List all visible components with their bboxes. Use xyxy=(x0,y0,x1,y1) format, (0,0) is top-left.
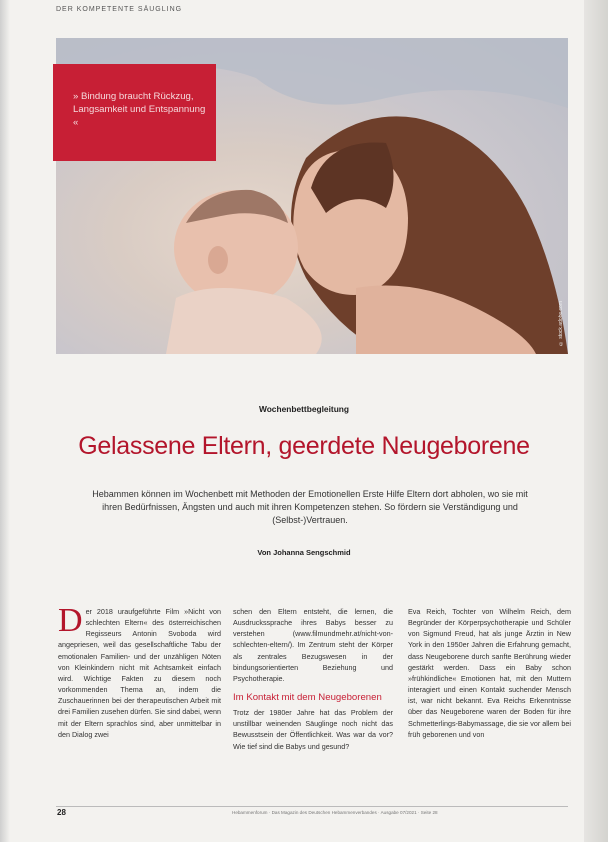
article-headline: Gelassene Eltern, geerdete Neugeborene xyxy=(78,432,530,460)
article-kicker: Wochenbettbegleitung xyxy=(258,404,350,414)
column-2-text-top: schen den Eltern entsteht, die lernen, die Ausdruckssprache ihres Babys besser zu verstehen (www.filmundmehr.at/nicht-von-schlechten-eltern/). Im Zentrum steht der Körper als zentrales Bezugswesen in der bindungsorientierten Beziehung und Psychotherapie. xyxy=(233,607,393,683)
article-subhead: Im Kontakt mit dem Neugeborenen xyxy=(233,692,382,704)
photo-credit: © stock.adobe.com xyxy=(558,300,564,346)
article-byline: Von Johanna Sengschmid xyxy=(257,548,351,557)
scan-shadow-left xyxy=(0,0,10,842)
column-1-text: er 2018 uraufgeführte Film »Nicht von schlechten Eltern« des österreichischen Regisseurs Antonin Svoboda wird angepriesen, weil das gesellschaftliche Tabu der emotionalen Familien- und der unzähligen Nöten von Kleinkindern nicht mit Achtsamkeit einfach wird. Wichtige Fakten zu diesem noch vorkommenden Thema an, indem die Zuschauerinnen bei der therapeutischen Arbeit mit drei Familien zusehen dürfen. Sie sind dabei, wenn mit der Eltern sprachlos sind, aber unmittelbar in den Dialog zwei xyxy=(58,607,222,739)
drop-cap: D xyxy=(58,602,83,639)
body-column-2 xyxy=(233,606,393,752)
running-head: DER KOMPETENTE SÄUGLING xyxy=(56,6,183,13)
body-column-1 xyxy=(58,602,222,740)
article-lead: Hebammen können im Wochenbett mit Methoden der Emotionellen Erste Hilfe Eltern dort abholen, wo sie mit ihren Bedürfnissen, Ängsten und auch mit ihren Kompetenzen stehen. So fördern sie Verständigung und (Selbst-)Vertrauen. xyxy=(92,489,528,525)
column-3-text: Eva Reich, Tochter von Wilhelm Reich, dem Begründer der Körperpsychotherapie und Schüler von Sigmund Freud, hat als junge Ärztin in New York in den 1950er Jahren die Erfahrung gemacht, dass Neugeborene durch sanfte Berührung wieder gestärkt werden. Dass ein Baby schon »frühkindliche« Emotionen hat, mit den Muttern interagiert und einen Kontakt suchender Mensch ist, war nicht bekannt. Eva Reichs Erkenntnisse über das Neugeborene waren der Boden für ihre Schmetterlings-Babymassage, die sie vor allem bei früh geborenen und von xyxy=(408,607,571,739)
body-column-3 xyxy=(408,606,571,740)
column-2-text-bottom: Trotz der 1980er Jahre hat das Problem der unstillbar weinenden Säuglinge noch nicht das Bewusstsein der Öffentlichkeit. Was war da vor? Wie tief sind die Babys und gesund? xyxy=(233,708,393,751)
page-number: 28 xyxy=(57,808,66,817)
pull-quote-box xyxy=(53,64,216,161)
footer-line: Hebammenforum · Das Magazin des Deutschen Hebammenverbandes · Ausgabe 07/2021 · Seite 28 xyxy=(232,810,438,815)
footer-rule xyxy=(56,806,568,807)
scan-shadow-right xyxy=(584,0,608,842)
pull-quote-text: » Bindung braucht Rückzug, Langsamkeit und Entspannung « xyxy=(73,91,206,128)
